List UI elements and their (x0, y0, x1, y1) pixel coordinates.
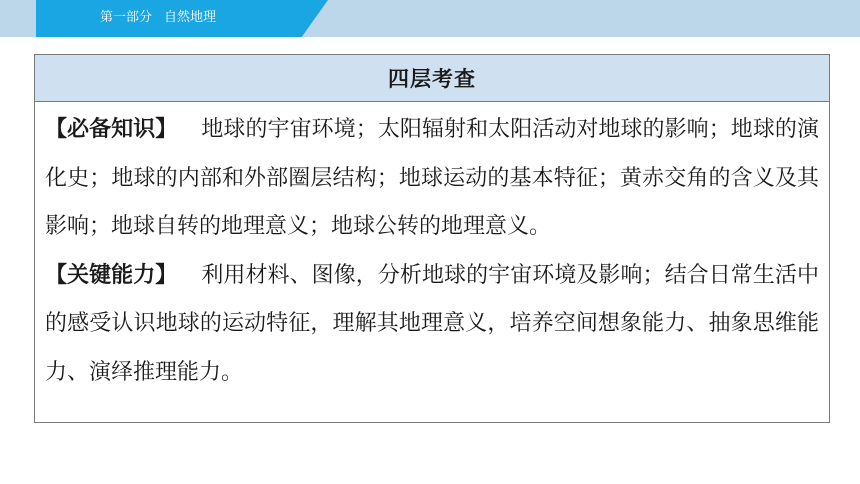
breadcrumb-section: 第一部分 (100, 10, 153, 25)
paragraph-text: 地球的宇宙环境；太阳辐射和太阳活动对地球的影响；地球的演化史；地球的内部和外部圈层结构；地球运动的基本特征；黄赤交角的含义及其影响；地球自转的地理意义；地球公转的地理意义。 (45, 117, 819, 239)
paragraph-label: 【必备知识】 (45, 117, 178, 142)
paragraph-key-abilities (45, 252, 819, 398)
card-header (35, 55, 829, 102)
card-body (35, 102, 829, 397)
paragraph-label: 【关键能力】 (45, 262, 178, 288)
content-card (34, 54, 830, 423)
breadcrumb (100, 10, 216, 26)
paragraph-text: 利用材料、图像，分析地球的宇宙环境及影响；结合日常生活中的感受认识地球的运动特征，理解其地理意义，培养空间想象能力、抽象思维能力、演绎推理能力。 (45, 262, 819, 385)
paragraph-essential-knowledge (45, 106, 819, 252)
card-title: 四层考查 (388, 67, 476, 91)
breadcrumb-subject: 自然地理 (164, 10, 217, 25)
